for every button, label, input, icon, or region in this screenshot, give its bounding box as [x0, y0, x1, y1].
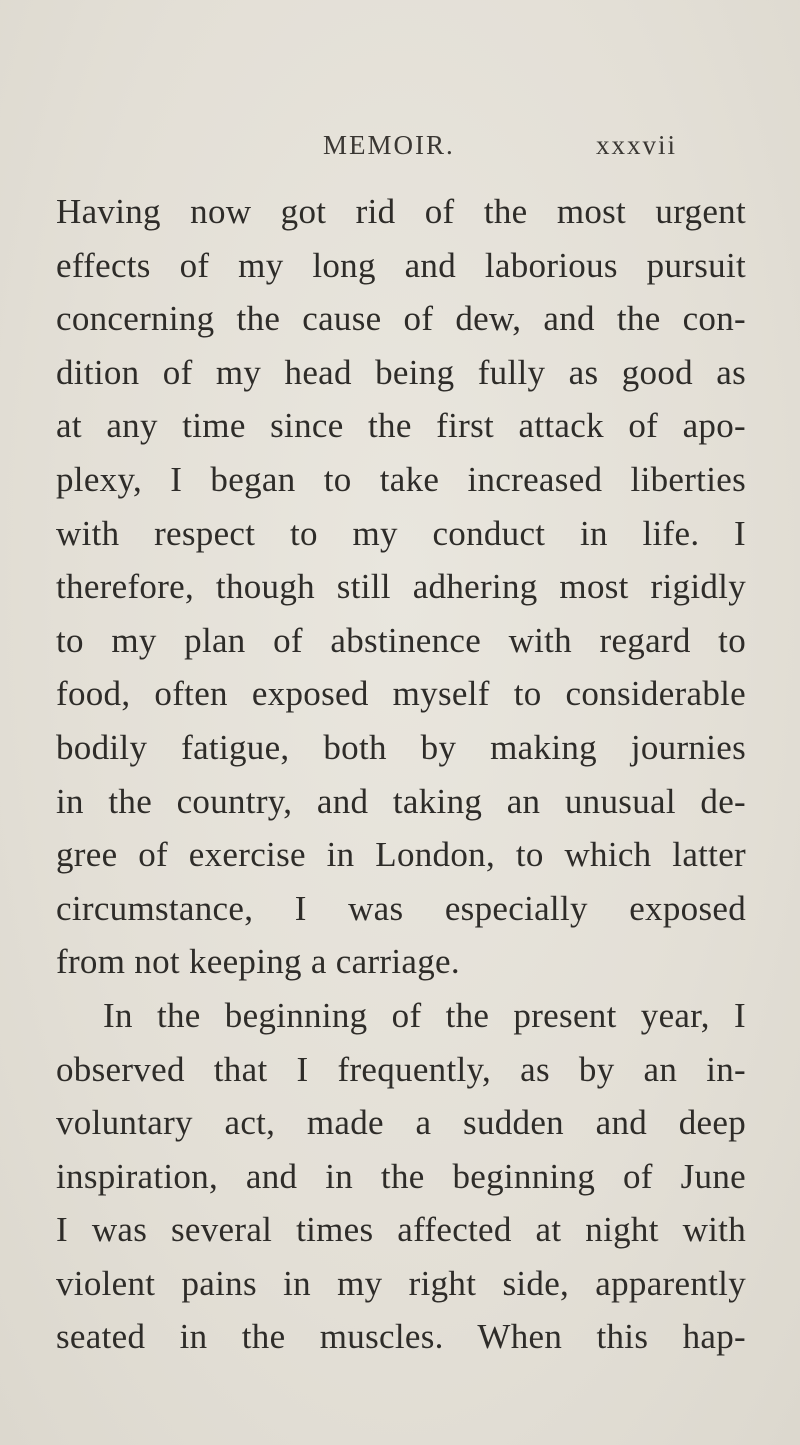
- text-line: therefore, though still adhering most rigidly: [56, 567, 746, 607]
- text-line: dition of my head being fully as good as: [56, 352, 746, 392]
- text-line: from not keeping a carriage.: [56, 942, 460, 982]
- text-line: inspiration, and in the beginning of June: [56, 1156, 746, 1196]
- text-line: to my plan of abstinence with regard to: [56, 620, 746, 660]
- text-line: violent pains in my right side, apparently: [56, 1263, 746, 1303]
- text-line: plexy, I began to take increased liberties: [56, 459, 746, 499]
- text-line: in the country, and taking an unusual de-: [56, 781, 746, 821]
- text-line: observed that I frequently, as by an in-: [56, 1049, 746, 1089]
- text-line: circumstance, I was especially exposed: [56, 888, 746, 928]
- page-number: xxxvii: [596, 130, 678, 160]
- body-text: [56, 185, 746, 1364]
- text-line: I was several times affected at night with: [56, 1210, 746, 1250]
- text-line: with respect to my conduct in life. I: [56, 513, 746, 553]
- page-header: [0, 130, 800, 170]
- text-line: concerning the cause of dew, and the con-: [56, 299, 746, 339]
- text-line: seated in the muscles. When this hap-: [56, 1317, 746, 1357]
- paragraph-start-line: In the beginning of the present year, I: [103, 995, 746, 1035]
- text-line: effects of my long and laborious pursuit: [56, 245, 746, 285]
- text-line: at any time since the first attack of apo-: [56, 406, 746, 446]
- text-line: gree of exercise in London, to which latter: [56, 835, 746, 875]
- text-line: food, often exposed myself to considerable: [56, 674, 746, 714]
- text-line: Having now got rid of the most urgent: [56, 192, 746, 231]
- text-line: voluntary act, made a sudden and deep: [56, 1103, 746, 1143]
- running-title: MEMOIR.: [323, 130, 455, 160]
- text-line: bodily fatigue, both by making journies: [56, 727, 746, 767]
